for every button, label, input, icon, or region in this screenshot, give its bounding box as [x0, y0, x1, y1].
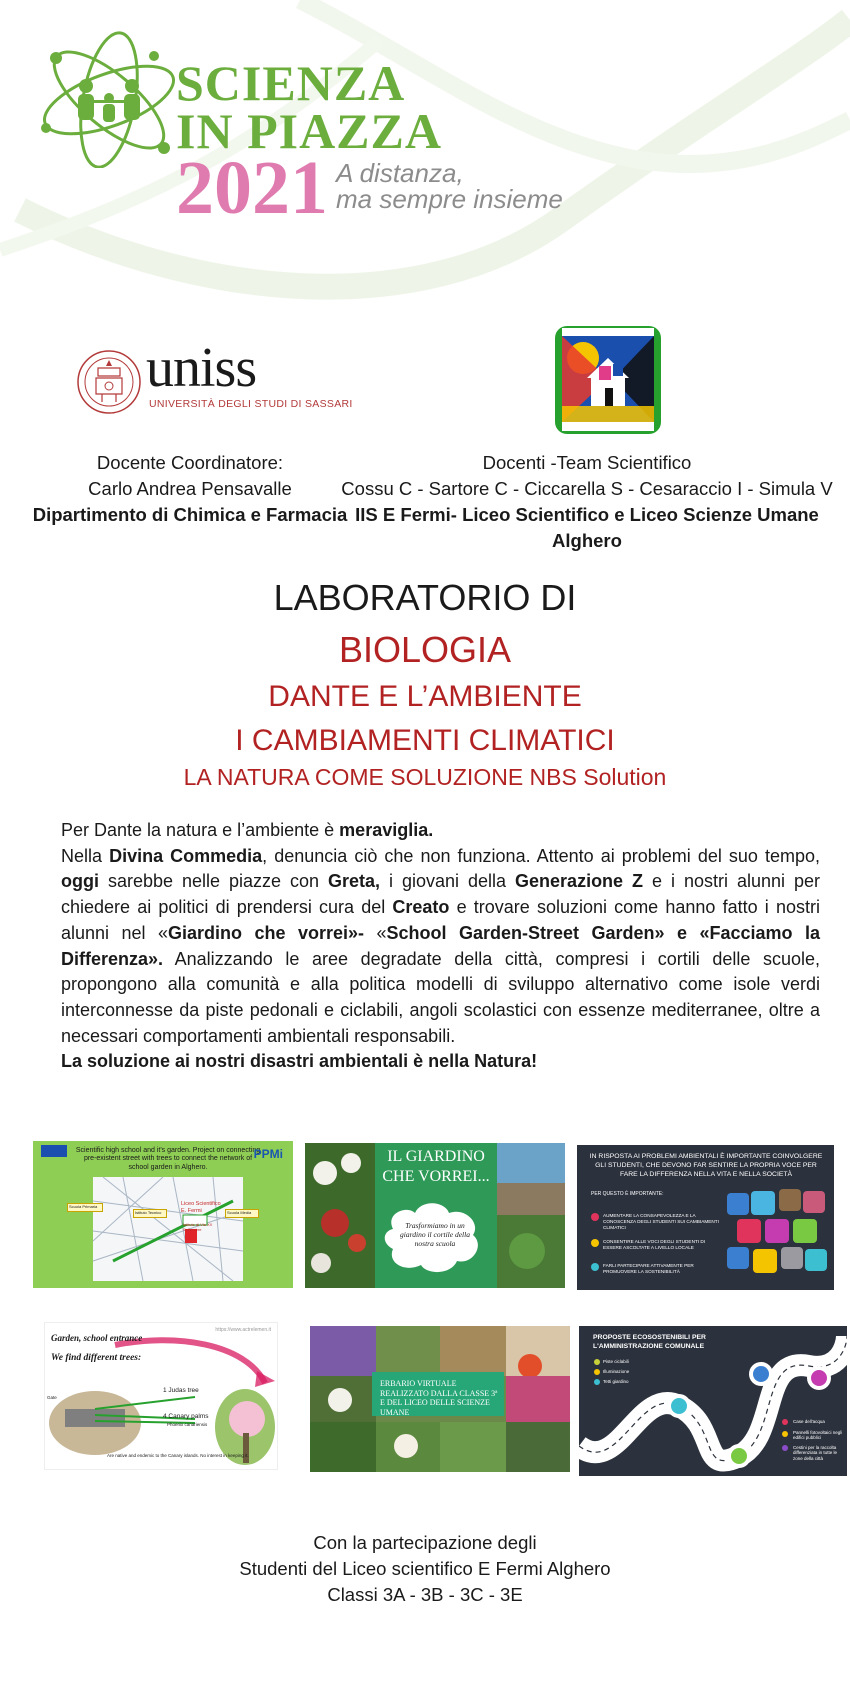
brand-year: 2021	[176, 146, 328, 230]
map-caption: Scientific high school and it's garden. Project on connecting pre-existent street with trees to connect the network of school garden in Alghero.	[75, 1147, 261, 1171]
ppmi-label: PPMi	[253, 1147, 283, 1161]
erbario-label: ERBARIO VIRTUALE REALIZZATO DALLA CLASSE 3ª E DEL LICEO DELLE SCIENZE UMANE	[380, 1379, 498, 1417]
title-cambiamenti: I CAMBIAMENTI CLIMATICI	[235, 724, 615, 757]
thumb-giardino-che-vorrei	[305, 1143, 565, 1288]
body-line-3	[61, 1049, 820, 1075]
body-text-span: , denuncia ciò che non funziona. Attento ai problemi del suo tempo,	[262, 845, 820, 866]
proposte-item-2: Illuminazione	[603, 1369, 630, 1374]
slide-item-2: CONSENTIRE ALLE VOCI DEGLI STUDENTI DI ESSERE ASCOLTATE A LIVELLO LOCALE	[603, 1239, 706, 1251]
footer-credits	[0, 1530, 850, 1608]
tagline-line1: A distanza,	[336, 158, 464, 188]
body-line-1	[61, 818, 820, 844]
entrance-subtitle: We find different trees:	[51, 1353, 142, 1363]
team-names: Cossu C - Sartore C - Ciccarella S - Cesaraccio I - Simula V	[341, 478, 833, 499]
slide-item-1: AUMENTARE LA CONSAPEVOLEZZA E LA CONOSCENZA DEGLI STUDENTI SUI CAMBIAMENTI CLIMATICI	[603, 1213, 719, 1231]
proposte-right-item-1: Case dell'acqua	[793, 1419, 825, 1424]
thumb-proposte-ecosostenibili	[579, 1326, 847, 1476]
title-laboratorio: LABORATORIO DI	[273, 577, 577, 618]
giardino-title: IL GIARDINO CHE VORREI...	[382, 1148, 490, 1185]
uniss-wordmark: uniss	[146, 337, 257, 399]
coordinator-role: Docente Coordinatore:	[96, 452, 284, 473]
title-biologia: BIOLOGIA	[338, 629, 512, 670]
entrance-footnote: Are native and endemic to the Canary islands. No interest in keeping it.	[107, 1453, 249, 1458]
map-label-d: Scuola Media	[225, 1209, 259, 1218]
footer-line-1: Con la partecipazione degli	[313, 1532, 537, 1553]
map-label-a: Scuola Primaria	[67, 1203, 103, 1212]
thumb-street-garden-map	[33, 1141, 293, 1288]
thumb-coinvolgere-studenti	[577, 1145, 834, 1290]
uniss-subtitle: UNIVERSITÀ DEGLI STUDI DI SASSARI	[149, 398, 353, 410]
proposte-right-item-2: Pannelli fotovoltaici negli edifici pubblici	[793, 1430, 843, 1441]
thumb-garden-school-entrance	[44, 1322, 278, 1470]
body-bold-span: Giardino che vorrei»-	[168, 922, 377, 943]
phoenix-label: Phoenix canariensis	[167, 1422, 208, 1427]
entrance-title: Garden, school entrance	[51, 1333, 143, 1343]
body-text-span: Analizzando le aree degradate della città, compresi i cortili delle scuole, propongono alla comunità e alla politica modelli di sviluppo alternativo come isole verdi interconnesse da piste pedonali e ciclabili, angoli scolastici con essenze mediterranee, oltre a necessari comportamenti ambientali responsabili.	[61, 948, 820, 1046]
map-school-label: Liceo Scientifico E. Fermi	[181, 1201, 221, 1214]
body-text-span: i giovani della	[380, 871, 516, 892]
body-line-2	[61, 844, 820, 1050]
team-school-line2: Alghero	[552, 530, 622, 551]
body-bold-span: Divina Commedia	[109, 845, 263, 866]
body-bold-span: Greta,	[328, 871, 381, 892]
judas-tree-label: 1 Judas tree	[163, 1387, 199, 1394]
body-conclusion: La soluzione ai nostri disastri ambientali è nella Natura!	[61, 1051, 538, 1072]
coordinator-department: Dipartimento di Chimica e Farmacia	[32, 504, 348, 525]
body-text-span: «	[376, 922, 387, 943]
team-credits	[338, 450, 836, 554]
atom-family-logo	[34, 28, 184, 168]
map-label-c: Istituto di Via XX Settembre	[183, 1222, 213, 1232]
footer-line-2: Studenti del Liceo scientifico E Fermi Alghero	[239, 1558, 611, 1579]
canary-palm-label: 4 Canary palms	[163, 1413, 209, 1420]
body-text-span: e trovare soluzioni come hanno fatto i nostri alunni nel «	[61, 897, 820, 943]
proposte-item-1: Piste ciclabili	[603, 1359, 629, 1364]
giardino-cloud-text: Trasformiamo in un giardino il cortile della nostra scuola	[400, 1221, 470, 1248]
body-bold-span: oggi	[61, 871, 99, 892]
proposte-right-item-3: Cestini per la raccolta differenziata in tutte le zone della città	[793, 1445, 837, 1461]
school-entrance-graphic	[45, 1323, 278, 1470]
body-text-span: Per Dante la natura e l’ambiente è	[61, 820, 340, 840]
body-bold-span: School Garden-Street Garden» e «Facciamo la Differenza».	[61, 922, 820, 969]
gate-label: Gate	[47, 1395, 57, 1400]
body-bold-span: meraviglia.	[339, 820, 434, 840]
proposte-title: PROPOSTE ECOSOSTENIBILI PER L'AMMINISTRAZIONE COMUNALE	[593, 1334, 706, 1350]
school-logo-icon	[553, 324, 663, 436]
slide-item-3: FARLI PARTECIPARE ATTIVAMENTE PER PROMUOVERE LA SOSTENIBILITÀ	[603, 1263, 694, 1275]
coordinator-name: Carlo Andrea Pensavalle	[88, 478, 292, 499]
body-text-span: Nella	[61, 845, 110, 866]
team-role: Docenti -Team Scientifico	[482, 452, 692, 473]
footer-line-3: Classi 3A - 3B - 3C - 3E	[327, 1584, 523, 1605]
slide-header: IN RISPOSTA AI PROBLEMI AMBIENTALI È IMPORTANTE COINVOLGERE GLI STUDENTI, CHE DEVONO FAR SENTIRE LA PROPRIA VOCE PER FARE LA DIFFERENZA NELLA VITA E NELLA SOCIETÀ	[589, 1153, 823, 1178]
title-natura-soluzione: LA NATURA COME SOLUZIONE NBS Solution	[183, 764, 667, 790]
slide-label: PER QUESTO È IMPORTANTE:	[591, 1191, 664, 1197]
tagline-line2: ma sempre insieme	[336, 184, 563, 214]
proposte-item-3: Tetti giardino	[603, 1379, 629, 1384]
body-bold-span: Generazione Z	[515, 871, 644, 892]
entrance-url: https://www.actrelemen.it	[215, 1327, 271, 1333]
body-bold-span: Creato	[392, 897, 450, 918]
map-label-b: Istituto Tecnico	[133, 1209, 167, 1218]
uniss-seal-icon	[76, 346, 142, 418]
brand-title-line2: IN PIAZZA	[176, 103, 442, 159]
body-paragraph	[61, 818, 820, 1075]
thumb-erbario-virtuale	[310, 1326, 570, 1472]
team-school-line1: IIS E Fermi- Liceo Scientifico e Liceo Scienze Umane	[355, 504, 819, 525]
body-text-span: e i nostri alunni per chiedere ai politici di prendersi cura del	[61, 871, 821, 918]
body-text-span: sarebbe nelle piazze con	[99, 871, 329, 892]
coordinator-credits	[20, 450, 360, 528]
brand-title-line1: SCIENZA	[176, 55, 406, 111]
title-dante: DANTE E L’AMBIENTE	[268, 680, 582, 713]
